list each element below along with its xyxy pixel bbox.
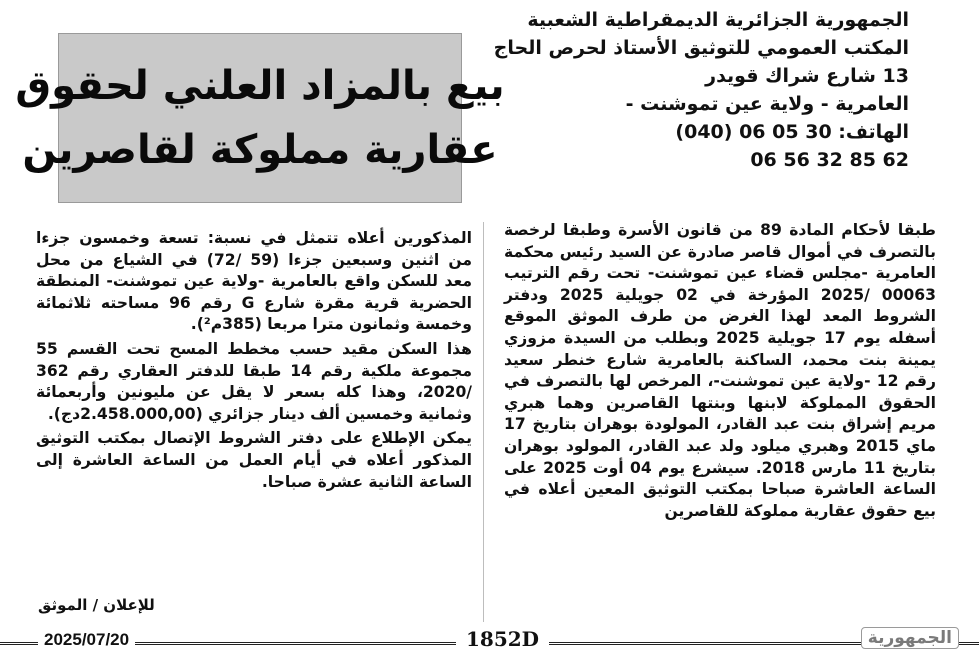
ad-code: 1852D	[456, 627, 549, 651]
phone-line: الهاتف: 30 05 06 (040)	[675, 121, 909, 143]
publication-date: 2025/07/20	[38, 630, 135, 650]
body-paragraph: طبقا لأحكام المادة 89 من قانون الأسرة وطبقا لرخصة بالتصرف في أموال قاصر صادرة عن السيد رئيس محكمة العامرية -مجلس قضاء عين تموشنت- تحت رقم الترتيب 00063 /2025 المؤرخة في 02 جويلية 2025 ودفتر الشروط المعد لهذا الغرض من طرف الموثق الموقع أسفله يوم 17 جويلية 2025 وبطلب من السيدة مزوزي يمينة بنت محمد، الساكنة بالعامرية شارع خنطر سعيد رقم 12 -ولاية عين تموشنت-، المرخص لها بالتصرف في الحقوق المملوكة لابنها وبنتها القاصرين وهما هبري مريم إشراق بنت عبد القادر، المولودة بوهران بتاريخ 17 ماي 2015 وهبري ميلود ولد عبد القادر، المولود بوهران بتاريخ 11 مارس 2018. سيشرع يوم 04 أوت 2025 على الساعة العاشرة صباحا بمكتب التوثيق المعين أعلاه في بيع حقوق عقارية مملوكة للقاصرين	[504, 221, 936, 520]
column-divider	[483, 222, 484, 622]
property-description-paragraph: المذكورين أعلاه تتمثل في نسبة: تسعة وخمسون جزءا من اثنين وسبعين جزءا (59 /72) في الشياع من محل معد للسكن واقع بالعامرية -ولاية عين تموشنت- المنطقة الحضرية قرية مقرة شارع G رقم 96 مساحته ثلاثمائة وخمسة وثمانون مترا مربعا (385م²).	[36, 229, 473, 334]
signature: للإعلان / الموثق	[38, 596, 155, 614]
ad-title-box	[15, 33, 505, 203]
price-paragraph: هذا السكن مقيد حسب مخطط المسح تحت القسم 55 مجموعة ملكية رقم 14 طبقا للدفتر العقاري رقم 362 /2020، وهذا كله بسعر لا يقل عن مليونين وأربعمائة وثمانية وخمسين ألف دينار جزائري (2.458.000,00دج).	[36, 339, 473, 423]
mobile-phone: 06 56 32 85 62	[750, 149, 909, 171]
newspaper-logo: الجمهورية	[861, 627, 959, 649]
ad-title-line-1: بيع بالمزاد العلني لحقوق	[15, 63, 505, 109]
city-line: العامرية - ولاية عين تموشنت -	[625, 93, 909, 115]
ad-title-line-2: عقارية مملوكة لقاصرين	[22, 127, 498, 173]
body-column-left	[36, 228, 472, 496]
notary-header	[489, 6, 909, 174]
consultation-paragraph: يمكن الإطلاع على دفتر الشروط الإتصال بمكتب التوثيق المذكور أعلاه في أيام العمل من الساعة العاشرة إلى الساعة الثانية عشرة صباحا.	[36, 429, 472, 491]
body-column-right	[504, 220, 936, 525]
address-line: 13 شارع شراك قويدر	[705, 65, 909, 87]
notary-office-line: المكتب العمومي للتوثيق الأستاذ لحرص الحاج	[493, 37, 909, 59]
republic-line: الجمهورية الجزائرية الديمقراطية الشعبية	[527, 9, 909, 31]
